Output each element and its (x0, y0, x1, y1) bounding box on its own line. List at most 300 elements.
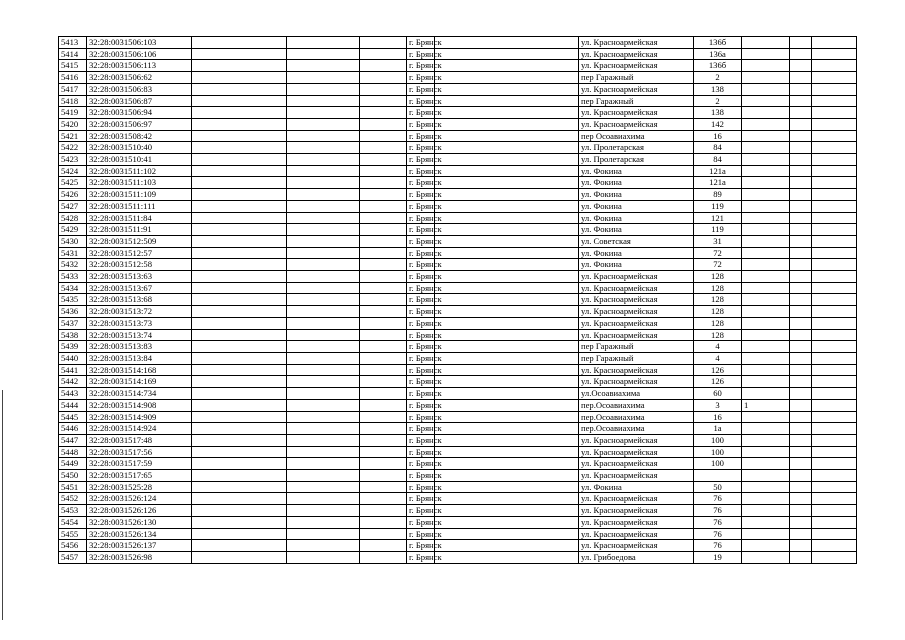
extra-cell (742, 37, 790, 49)
record-number-cell: 5443 (59, 388, 87, 400)
blank-cell (360, 341, 407, 353)
table-row (59, 516, 857, 528)
city-cell: г. Брянск (407, 189, 435, 201)
city-cell: г. Брянск (407, 317, 435, 329)
blank-cell (790, 60, 812, 72)
blank-cell (790, 446, 812, 458)
record-number-cell: 5457 (59, 551, 87, 563)
table-row (59, 423, 857, 435)
blank-cell (287, 306, 360, 318)
blank-cell (360, 177, 407, 189)
street-cell: пер Гаражный (579, 72, 694, 84)
blank-cell (435, 154, 579, 166)
table-row (59, 212, 857, 224)
street-cell: пер.Осоавиахима (579, 399, 694, 411)
blank-cell (287, 154, 360, 166)
city-cell: г. Брянск (407, 505, 435, 517)
city-cell: г. Брянск (407, 200, 435, 212)
table-row (59, 60, 857, 72)
blank-cell (812, 516, 857, 528)
record-number-cell: 5425 (59, 177, 87, 189)
table-row (59, 352, 857, 364)
cadastral-number-cell: 32:28:0031506:87 (87, 95, 192, 107)
blank-cell (790, 411, 812, 423)
city-cell: г. Брянск (407, 493, 435, 505)
blank-cell (812, 95, 857, 107)
blank-cell (360, 118, 407, 130)
blank-cell (435, 470, 579, 482)
city-cell: г. Брянск (407, 516, 435, 528)
extra-cell (742, 388, 790, 400)
city-cell: г. Брянск (407, 259, 435, 271)
extra-cell (742, 118, 790, 130)
blank-cell (790, 130, 812, 142)
blank-cell (287, 60, 360, 72)
extra-cell (742, 423, 790, 435)
extra-cell (742, 364, 790, 376)
blank-cell (812, 493, 857, 505)
blank-cell (435, 282, 579, 294)
city-cell: г. Брянск (407, 154, 435, 166)
city-cell: г. Брянск (407, 423, 435, 435)
house-number-cell: 2 (694, 95, 742, 107)
blank-cell (790, 37, 812, 49)
house-number-cell: 3 (694, 399, 742, 411)
blank-cell (192, 118, 287, 130)
blank-cell (790, 83, 812, 95)
blank-cell (812, 200, 857, 212)
blank-cell (287, 470, 360, 482)
blank-cell (790, 364, 812, 376)
blank-cell (435, 516, 579, 528)
blank-cell (790, 118, 812, 130)
blank-cell (360, 294, 407, 306)
blank-cell (192, 95, 287, 107)
table-row (59, 189, 857, 201)
blank-cell (435, 189, 579, 201)
blank-cell (812, 165, 857, 177)
blank-cell (435, 83, 579, 95)
blank-cell (812, 235, 857, 247)
record-number-cell: 5440 (59, 352, 87, 364)
house-number-cell: 128 (694, 282, 742, 294)
blank-cell (435, 247, 579, 259)
cadastral-number-cell: 32:28:0031508:42 (87, 130, 192, 142)
blank-cell (812, 306, 857, 318)
blank-cell (435, 118, 579, 130)
table-row (59, 470, 857, 482)
blank-cell (287, 224, 360, 236)
city-cell: г. Брянск (407, 224, 435, 236)
record-number-cell: 5455 (59, 528, 87, 540)
record-number-cell: 5429 (59, 224, 87, 236)
blank-cell (812, 446, 857, 458)
blank-cell (192, 83, 287, 95)
blank-cell (812, 352, 857, 364)
blank-cell (360, 107, 407, 119)
blank-cell (790, 516, 812, 528)
cadastral-number-cell: 32:28:0031513:63 (87, 271, 192, 283)
blank-cell (192, 364, 287, 376)
record-number-cell: 5430 (59, 235, 87, 247)
table-row (59, 376, 857, 388)
extra-cell (742, 177, 790, 189)
blank-cell (435, 48, 579, 60)
blank-cell (812, 364, 857, 376)
blank-cell (287, 505, 360, 517)
city-cell: г. Брянск (407, 329, 435, 341)
city-cell: г. Брянск (407, 551, 435, 563)
cadastral-number-cell: 32:28:0031526:126 (87, 505, 192, 517)
blank-cell (192, 60, 287, 72)
blank-cell (435, 528, 579, 540)
city-cell: г. Брянск (407, 540, 435, 552)
street-cell: ул. Красноармейская (579, 317, 694, 329)
blank-cell (790, 458, 812, 470)
street-cell: ул. Красноармейская (579, 83, 694, 95)
blank-cell (360, 142, 407, 154)
blank-cell (435, 341, 579, 353)
blank-cell (192, 37, 287, 49)
blank-cell (812, 282, 857, 294)
cadastral-number-cell: 32:28:0031510:41 (87, 154, 192, 166)
blank-cell (192, 200, 287, 212)
blank-cell (287, 189, 360, 201)
blank-cell (360, 540, 407, 552)
blank-cell (360, 317, 407, 329)
blank-cell (435, 306, 579, 318)
blank-cell (287, 481, 360, 493)
extra-cell (742, 329, 790, 341)
street-cell: ул. Фокина (579, 189, 694, 201)
blank-cell (192, 154, 287, 166)
street-cell: ул. Красноармейская (579, 458, 694, 470)
house-number-cell: 128 (694, 271, 742, 283)
street-cell: ул. Фокина (579, 259, 694, 271)
blank-cell (790, 481, 812, 493)
cadastral-number-cell: 32:28:0031512:57 (87, 247, 192, 259)
blank-cell (287, 200, 360, 212)
street-cell: ул. Фокина (579, 212, 694, 224)
blank-cell (192, 329, 287, 341)
house-number-cell: 19 (694, 551, 742, 563)
blank-cell (812, 341, 857, 353)
blank-cell (192, 247, 287, 259)
record-number-cell: 5435 (59, 294, 87, 306)
blank-cell (790, 154, 812, 166)
cadastral-number-cell: 32:28:0031506:62 (87, 72, 192, 84)
record-number-cell: 5441 (59, 364, 87, 376)
blank-cell (435, 540, 579, 552)
street-cell: пер Осоавиахима (579, 130, 694, 142)
blank-cell (192, 235, 287, 247)
blank-cell (790, 376, 812, 388)
blank-cell (790, 423, 812, 435)
blank-cell (360, 423, 407, 435)
record-number-cell: 5449 (59, 458, 87, 470)
house-number-cell: 76 (694, 516, 742, 528)
blank-cell (790, 95, 812, 107)
blank-cell (435, 212, 579, 224)
cadastral-number-cell: 32:28:0031506:94 (87, 107, 192, 119)
blank-cell (360, 434, 407, 446)
street-cell: ул. Красноармейская (579, 60, 694, 72)
cadastral-number-cell: 32:28:0031506:103 (87, 37, 192, 49)
table-row (59, 235, 857, 247)
city-cell: г. Брянск (407, 37, 435, 49)
street-cell: ул. Фокина (579, 224, 694, 236)
cadastral-number-cell: 32:28:0031506:97 (87, 118, 192, 130)
extra-cell (742, 200, 790, 212)
street-cell: ул. Красноармейская (579, 294, 694, 306)
house-number-cell: 126 (694, 376, 742, 388)
city-cell: г. Брянск (407, 107, 435, 119)
blank-cell (790, 294, 812, 306)
table-row (59, 329, 857, 341)
record-number-cell: 5415 (59, 60, 87, 72)
blank-cell (435, 224, 579, 236)
blank-cell (287, 142, 360, 154)
blank-cell (192, 72, 287, 84)
record-number-cell: 5454 (59, 516, 87, 528)
blank-cell (790, 493, 812, 505)
cadastral-number-cell: 32:28:0031506:83 (87, 83, 192, 95)
extra-cell (742, 235, 790, 247)
table-row (59, 481, 857, 493)
record-number-cell: 5424 (59, 165, 87, 177)
blank-cell (360, 130, 407, 142)
table-row (59, 551, 857, 563)
city-cell: г. Брянск (407, 83, 435, 95)
blank-cell (287, 247, 360, 259)
blank-cell (192, 317, 287, 329)
house-number-cell: 138 (694, 107, 742, 119)
street-cell: ул. Красноармейская (579, 306, 694, 318)
blank-cell (435, 434, 579, 446)
blank-cell (192, 224, 287, 236)
record-number-cell: 5423 (59, 154, 87, 166)
record-number-cell: 5416 (59, 72, 87, 84)
cadastral-number-cell: 32:28:0031511:103 (87, 177, 192, 189)
cadastral-number-cell: 32:28:0031510:40 (87, 142, 192, 154)
record-number-cell: 5453 (59, 505, 87, 517)
street-cell: ул. Красноармейская (579, 528, 694, 540)
blank-cell (790, 434, 812, 446)
blank-cell (287, 540, 360, 552)
street-cell: ул. Красноармейская (579, 37, 694, 49)
blank-cell (192, 189, 287, 201)
blank-cell (790, 212, 812, 224)
blank-cell (287, 271, 360, 283)
extra-cell (742, 481, 790, 493)
record-number-cell: 5451 (59, 481, 87, 493)
blank-cell (192, 458, 287, 470)
table-row (59, 458, 857, 470)
blank-cell (435, 235, 579, 247)
blank-cell (790, 317, 812, 329)
blank-cell (360, 505, 407, 517)
street-cell: ул. Красноармейская (579, 516, 694, 528)
blank-cell (287, 388, 360, 400)
house-number-cell: 76 (694, 540, 742, 552)
extra-cell (742, 224, 790, 236)
blank-cell (192, 540, 287, 552)
city-cell: г. Брянск (407, 282, 435, 294)
street-cell: ул. Красноармейская (579, 505, 694, 517)
blank-cell (812, 177, 857, 189)
extra-cell (742, 212, 790, 224)
blank-cell (287, 294, 360, 306)
house-number-cell: 1а (694, 423, 742, 435)
record-number-cell: 5421 (59, 130, 87, 142)
extra-cell (742, 470, 790, 482)
record-number-cell: 5413 (59, 37, 87, 49)
street-cell: пер.Осоавиахима (579, 411, 694, 423)
record-number-cell: 5414 (59, 48, 87, 60)
city-cell: г. Брянск (407, 470, 435, 482)
record-number-cell: 5418 (59, 95, 87, 107)
blank-cell (812, 48, 857, 60)
street-cell: ул. Красноармейская (579, 118, 694, 130)
blank-cell (287, 352, 360, 364)
city-cell: г. Брянск (407, 247, 435, 259)
cadastral-number-cell: 32:28:0031511:84 (87, 212, 192, 224)
extra-cell (742, 317, 790, 329)
cadastral-number-cell: 32:28:0031514:908 (87, 399, 192, 411)
property-registry-table (58, 36, 857, 564)
record-number-cell: 5445 (59, 411, 87, 423)
city-cell: г. Брянск (407, 446, 435, 458)
house-number-cell: 142 (694, 118, 742, 130)
blank-cell (287, 551, 360, 563)
table-row (59, 493, 857, 505)
cadastral-number-cell: 32:28:0031512:509 (87, 235, 192, 247)
city-cell: г. Брянск (407, 341, 435, 353)
street-cell: ул. Красноармейская (579, 376, 694, 388)
table-row (59, 259, 857, 271)
blank-cell (435, 107, 579, 119)
blank-cell (192, 107, 287, 119)
house-number-cell: 89 (694, 189, 742, 201)
blank-cell (192, 388, 287, 400)
table-row (59, 130, 857, 142)
blank-cell (790, 306, 812, 318)
city-cell: г. Брянск (407, 60, 435, 72)
blank-cell (435, 72, 579, 84)
blank-cell (435, 259, 579, 271)
house-number-cell: 119 (694, 200, 742, 212)
table-row (59, 247, 857, 259)
table-row (59, 282, 857, 294)
blank-cell (192, 341, 287, 353)
cadastral-number-cell: 32:28:0031513:68 (87, 294, 192, 306)
blank-cell (287, 259, 360, 271)
blank-cell (360, 60, 407, 72)
cadastral-number-cell: 32:28:0031514:909 (87, 411, 192, 423)
blank-cell (435, 352, 579, 364)
extra-cell (742, 306, 790, 318)
city-cell: г. Брянск (407, 411, 435, 423)
blank-cell (360, 446, 407, 458)
blank-cell (812, 72, 857, 84)
blank-cell (435, 399, 579, 411)
blank-cell (360, 282, 407, 294)
extra-cell (742, 411, 790, 423)
blank-cell (287, 83, 360, 95)
house-number-cell: 72 (694, 247, 742, 259)
city-cell: г. Брянск (407, 352, 435, 364)
street-cell: ул. Красноармейская (579, 282, 694, 294)
blank-cell (192, 48, 287, 60)
record-number-cell: 5433 (59, 271, 87, 283)
blank-cell (790, 189, 812, 201)
blank-cell (435, 329, 579, 341)
record-number-cell: 5431 (59, 247, 87, 259)
cadastral-number-cell: 32:28:0031511:91 (87, 224, 192, 236)
record-number-cell: 5438 (59, 329, 87, 341)
extra-cell (742, 493, 790, 505)
table-row (59, 72, 857, 84)
street-cell: пер Гаражный (579, 352, 694, 364)
blank-cell (192, 352, 287, 364)
blank-cell (790, 142, 812, 154)
cadastral-number-cell: 32:28:0031517:65 (87, 470, 192, 482)
cadastral-number-cell: 32:28:0031513:83 (87, 341, 192, 353)
house-number-cell: 128 (694, 317, 742, 329)
table-row (59, 165, 857, 177)
city-cell: г. Брянск (407, 306, 435, 318)
blank-cell (360, 271, 407, 283)
street-cell: ул. Красноармейская (579, 329, 694, 341)
blank-cell (812, 329, 857, 341)
house-number-cell: 136б (694, 37, 742, 49)
blank-cell (192, 423, 287, 435)
blank-cell (812, 154, 857, 166)
blank-cell (192, 165, 287, 177)
record-number-cell: 5434 (59, 282, 87, 294)
blank-cell (360, 247, 407, 259)
record-number-cell: 5442 (59, 376, 87, 388)
extra-cell (742, 458, 790, 470)
blank-cell (287, 493, 360, 505)
extra-cell (742, 505, 790, 517)
blank-cell (192, 294, 287, 306)
record-number-cell: 5417 (59, 83, 87, 95)
house-number-cell: 128 (694, 306, 742, 318)
blank-cell (287, 434, 360, 446)
blank-cell (360, 224, 407, 236)
blank-cell (435, 271, 579, 283)
record-number-cell: 5420 (59, 118, 87, 130)
blank-cell (192, 376, 287, 388)
scan-edge-line (2, 390, 3, 620)
blank-cell (812, 83, 857, 95)
cadastral-number-cell: 32:28:0031514:734 (87, 388, 192, 400)
blank-cell (360, 352, 407, 364)
city-cell: г. Брянск (407, 271, 435, 283)
blank-cell (287, 399, 360, 411)
blank-cell (790, 470, 812, 482)
extra-cell (742, 516, 790, 528)
table-row (59, 411, 857, 423)
cadastral-number-cell: 32:28:0031513:74 (87, 329, 192, 341)
house-number-cell: 119 (694, 224, 742, 236)
table-row (59, 107, 857, 119)
blank-cell (790, 48, 812, 60)
blank-cell (812, 142, 857, 154)
blank-cell (360, 37, 407, 49)
cadastral-number-cell: 32:28:0031506:106 (87, 48, 192, 60)
